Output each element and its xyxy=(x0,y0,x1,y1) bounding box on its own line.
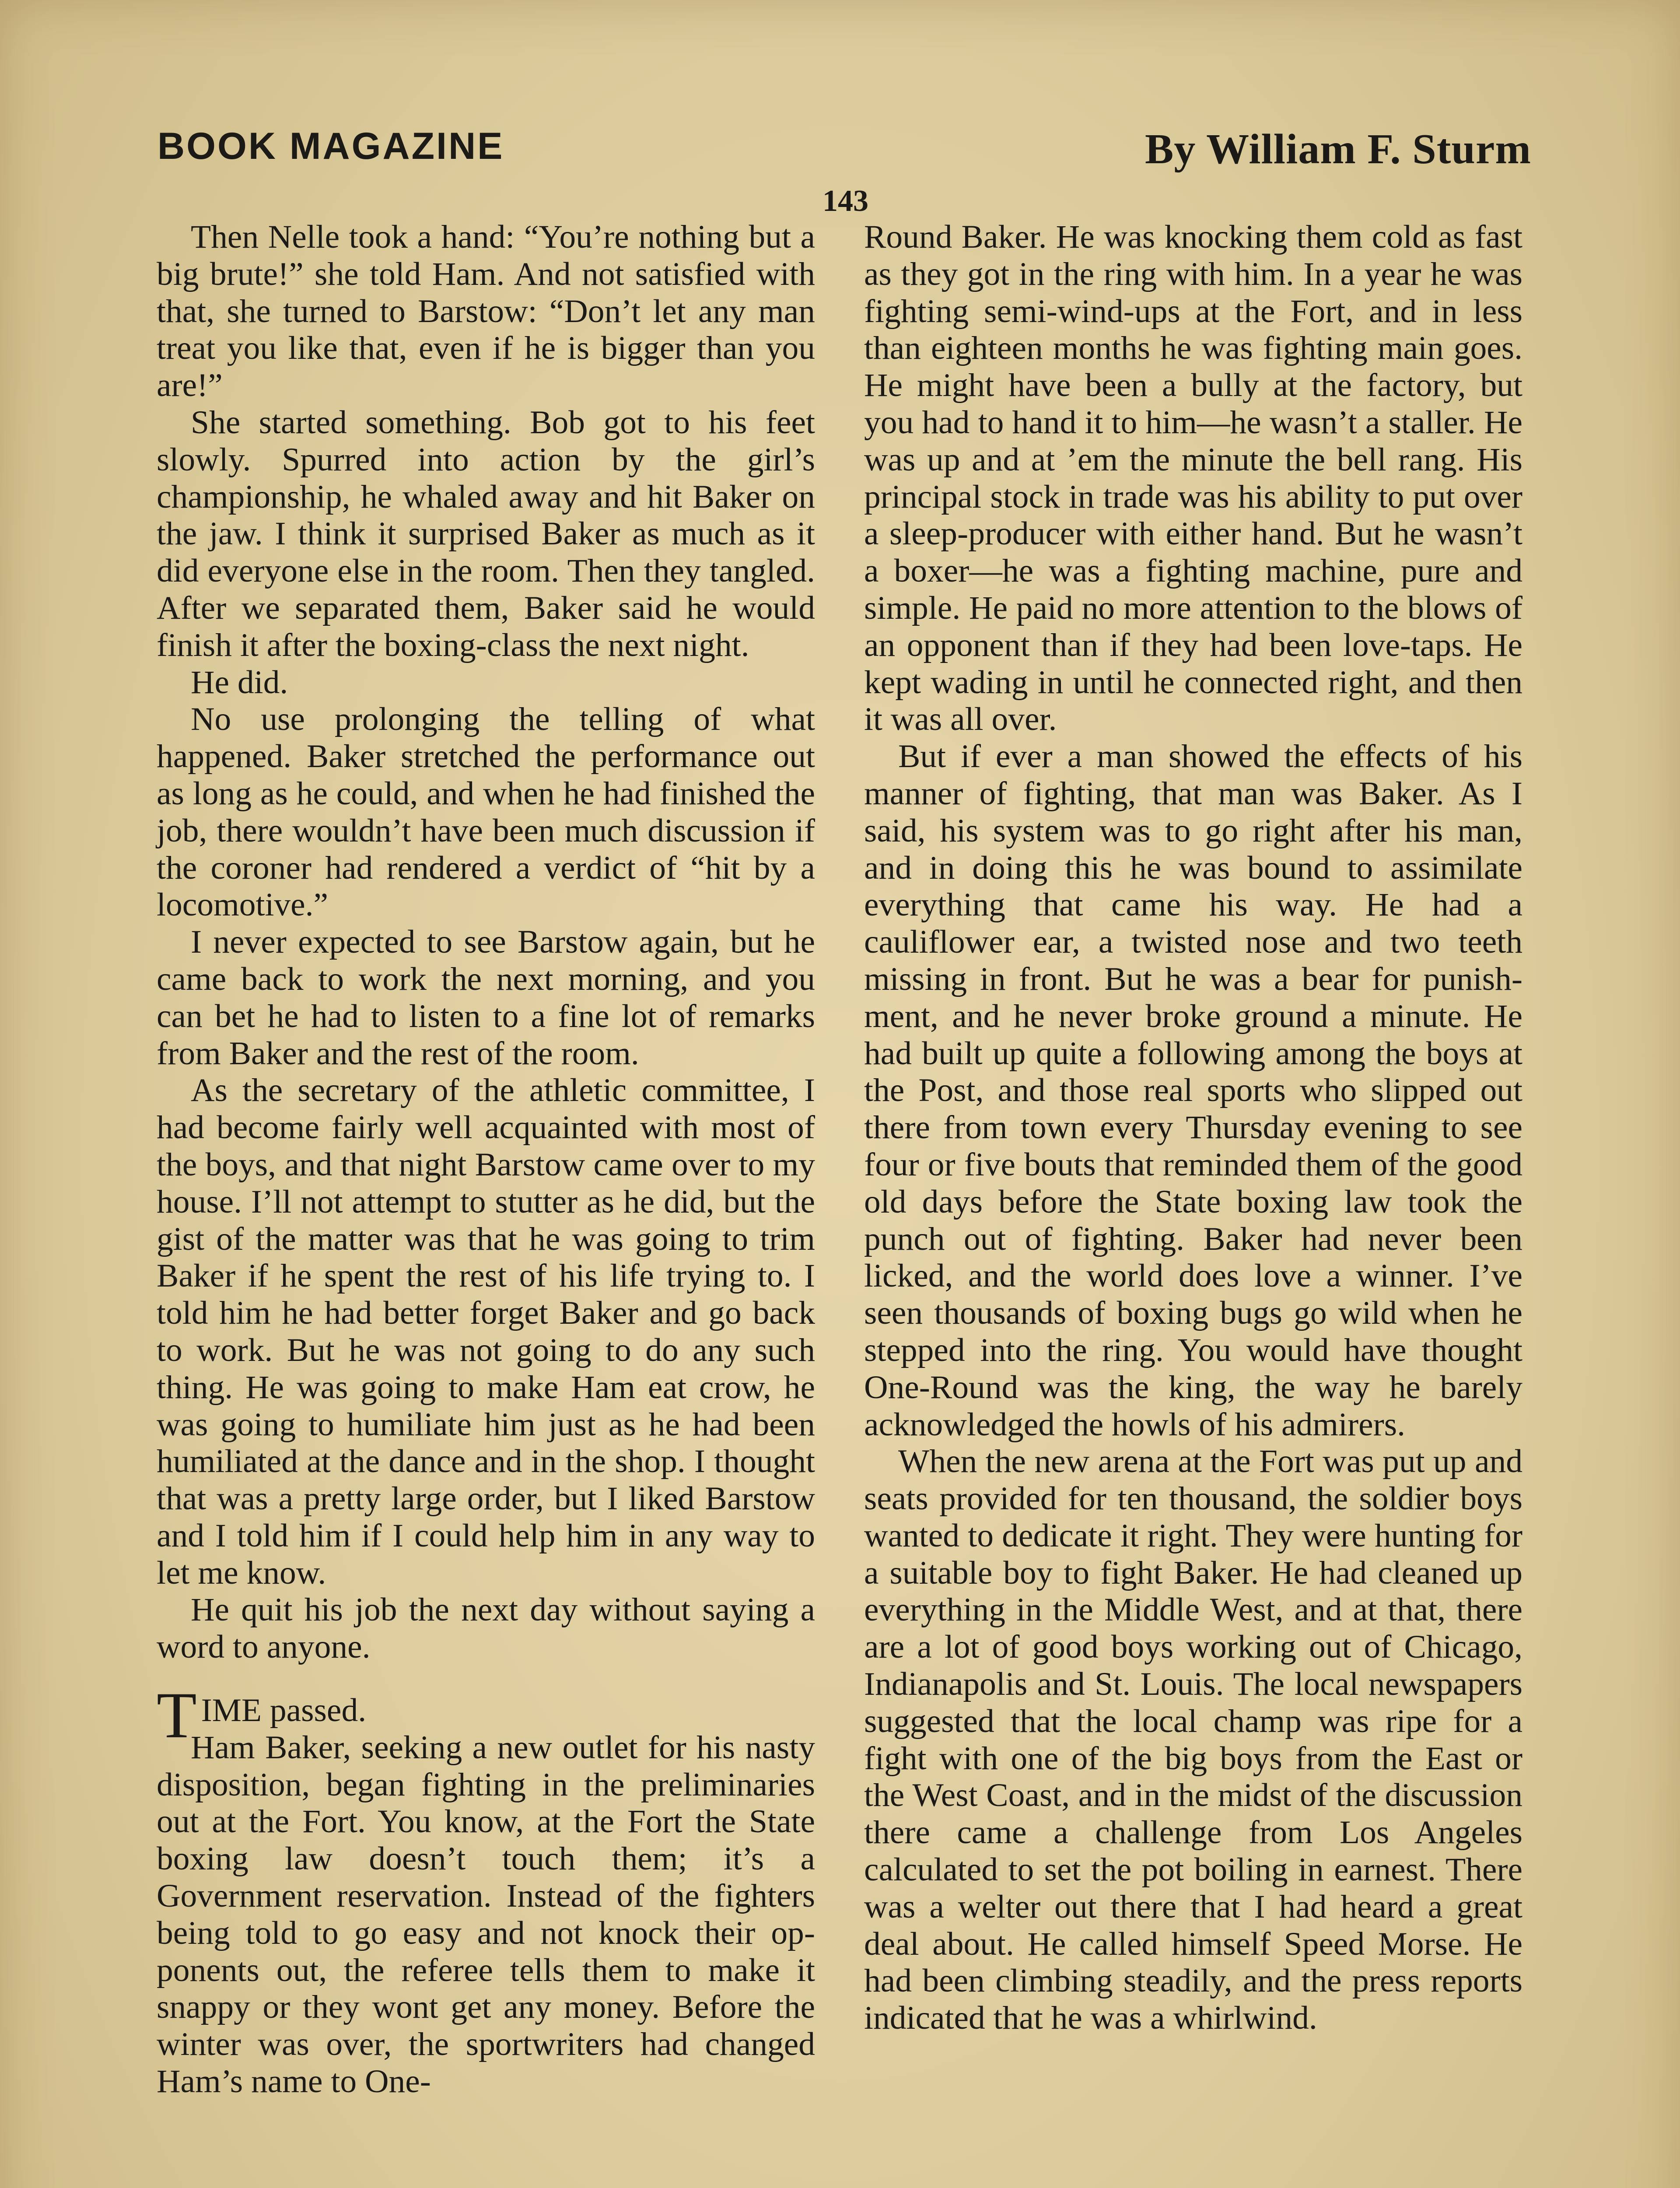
magazine-title: BOOK MAGAZINE xyxy=(158,125,504,167)
paragraph: No use prolonging the telling of what happened. Baker stretched the performance out as long as he could, and when he had finished the job, there wouldn’t have been much discussion if the coroner had rendered a verdict of “hit by a locomotive.” xyxy=(157,701,815,923)
section-break xyxy=(157,1679,815,1752)
paragraph: He quit his job the next day without saying a word to anyone. xyxy=(157,1592,815,1666)
paragraph: As the secretary of the athletic committee, I had become fairly well acquainted with most of the boys, and that night Barstow came over to my house. I’ll not attempt to stutter as he did, but the gist of the matter was that he was going to trim Baker if he spent the rest of his life trying to. I told him he had better forget Baker and go back to work. But he was not going to do any such thing. He was going to make Ham eat crow, he was going to humiliate him just as he had been humiliated at the dance and in the shop. I thought that was a pretty large order, but I liked Barstow and I told him if I could help him in any way to let me know. xyxy=(157,1072,815,1591)
section-break-text: IME passed. xyxy=(201,1692,367,1729)
paragraph: He did. xyxy=(191,664,288,701)
paragraph: But if ever a man showed the effects of his manner of fighting, that man was Baker. As I said, his system was to go right after his man, and in doing this he was bound to assimilate everything that came his way. He had a cauliflower ear, a twisted nose and two teeth missing in front. But he was a bear for punishment, and he never broke ground a minute. He had built up quite a following among the boys at the Post, and those real sports who slipped out there from town every Thursday evening to see four or five bouts that reminded them of the good old days before the State boxing law took the punch out of fighting. Baker had never been licked, and the world does love a winner. I’ve seen thousands of boxing bugs go wild when he stepped into the ring. You would have thought One-Round was the king, the way he barely acknowledged the howls of his admirers. xyxy=(864,738,1522,1443)
paragraph: Then Nelle took a hand: “You’re nothing but a big brute!” she told Ham. And not satisfied with that, she turned to Barstow: “Don’t let any man treat you like that, even if he is bigger than you are!” xyxy=(157,219,815,404)
page-number: 143 xyxy=(822,184,868,218)
left-text-column xyxy=(157,219,815,2100)
drop-cap: T xyxy=(157,1679,197,1752)
right-text-column xyxy=(864,219,1522,2037)
author-byline: By William F. Sturm xyxy=(1144,126,1531,173)
paragraph: Ham Baker, seeking a new outlet for his nasty disposition, began fighting in the preliminaries out at the Fort. You know, at the Fort the State boxing law doesn’t touch them; it’s a Government reservation. Instead of the fighters being told to go easy and not knock their opponents out, the referee tells them to make it snappy or they wont get any money. Before the winter was over, the sportwriters had changed Ham’s name to One- xyxy=(157,1729,815,2100)
paragraph: When the new arena at the Fort was put up and seats provided for ten thousand, the soldier boys wanted to dedicate it right. They were hunting for a suitable boy to fight Baker. He had cleaned up everything in the Middle West, and at that, there are a lot of good boys working out of Chicago, Indianapolis and St. Louis. The local newspapers suggested that the local champ was ripe for a fight with one of the big boys from the East or the West Coast, and in the midst of the discussion there came a challenge from Los Angeles calculated to set the pot boiling in earnest. There was a welter out there that I had heard a great deal about. He called himself Speed Morse. He had been climbing steadily, and the press reports indicated that he was a whirlwind. xyxy=(864,1443,1522,2037)
paragraph: Round Baker. He was knocking them cold as fast as they got in the ring with him. In a year he was fighting semi-wind-ups at the Fort, and in less than eighteen months he was fighting main goes. He might have been a bully at the factory, but you had to hand it to him—he wasn’t a staller. He was up and at ’em the minute the bell rang. His principal stock in trade was his ability to put over a sleep-producer with either hand. But he wasn’t a boxer—he was a fighting machine, pure and simple. He paid no more attention to the blows of an opponent than if they had been love-taps. He kept wading in until he connected right, and then it was all over. xyxy=(864,219,1522,738)
paragraph: She started something. Bob got to his feet slowly. Spurred into action by the girl’s championship, he whaled away and hit Baker on the jaw. I think it surprised Baker as much as it did everyone else in the room. Then they tangled. After we separated them, Baker said he would finish it after the boxing-class the next night. xyxy=(157,404,815,663)
paragraph: I never expected to see Barstow again, but he came back to work the next morning, and you can bet he had to listen to a fine lot of remarks from Baker and the rest of the room. xyxy=(157,924,815,1072)
